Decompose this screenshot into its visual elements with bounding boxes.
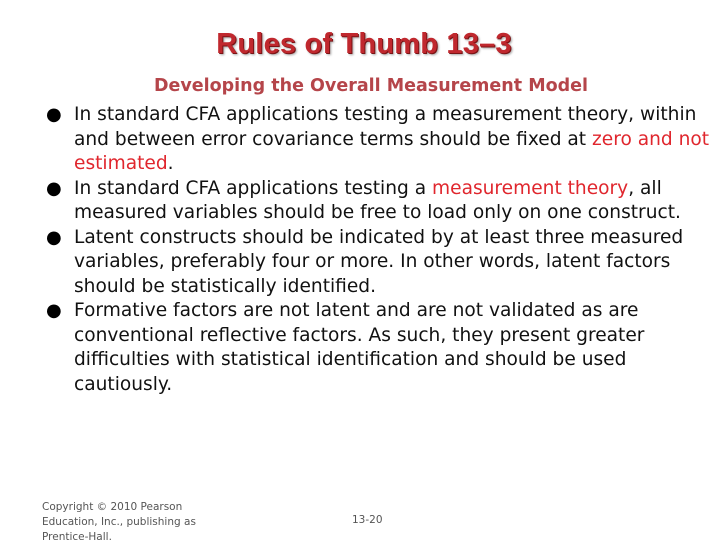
bullet-text: Formative factors are not latent and are not validated as are conventional reflective factors. As such, they present greater difficulties with statistical identification and should be used cautiously. xyxy=(74,300,645,395)
slide-title: Rules of Thumb 13–3 xyxy=(216,28,512,60)
bullet-list xyxy=(46,103,718,397)
bullet-text: In standard CFA applications testing a measurement theory, within and between error covariance terms should be fixed at xyxy=(74,104,697,150)
bullet-text-end: , all measured variables should be free to load only on one construct. xyxy=(74,177,681,223)
bullet-dot-icon: ● xyxy=(46,300,62,321)
bullet-highlight: zero and not estimated xyxy=(74,128,710,174)
bullet-item-4 xyxy=(46,299,718,397)
bullet-item-2 xyxy=(46,177,718,226)
slide-subtitle: Developing the Overall Measurement Model xyxy=(153,76,589,96)
bullet-dot-icon: ● xyxy=(46,177,62,199)
page-number: 13-20 xyxy=(352,514,383,526)
bullet-dot-icon: ● xyxy=(46,226,62,248)
bullet-text: Latent constructs should be indicated by at least three measured variables, preferably four or more. In other words, latent factors should be statistically identified. xyxy=(74,226,684,297)
footer-copyright: Copyright © 2010 Pearson Education, Inc., publishing as Prentice-Hall. xyxy=(42,501,196,543)
bullet-item-3 xyxy=(46,226,718,300)
bullet-text: In standard CFA applications testing a xyxy=(74,177,433,199)
bullet-dot-icon: ● xyxy=(46,104,62,125)
bullet-text-end: . xyxy=(167,153,174,174)
bullet-item-1 xyxy=(46,103,718,177)
bullet-highlight: measurement theory xyxy=(432,177,629,199)
